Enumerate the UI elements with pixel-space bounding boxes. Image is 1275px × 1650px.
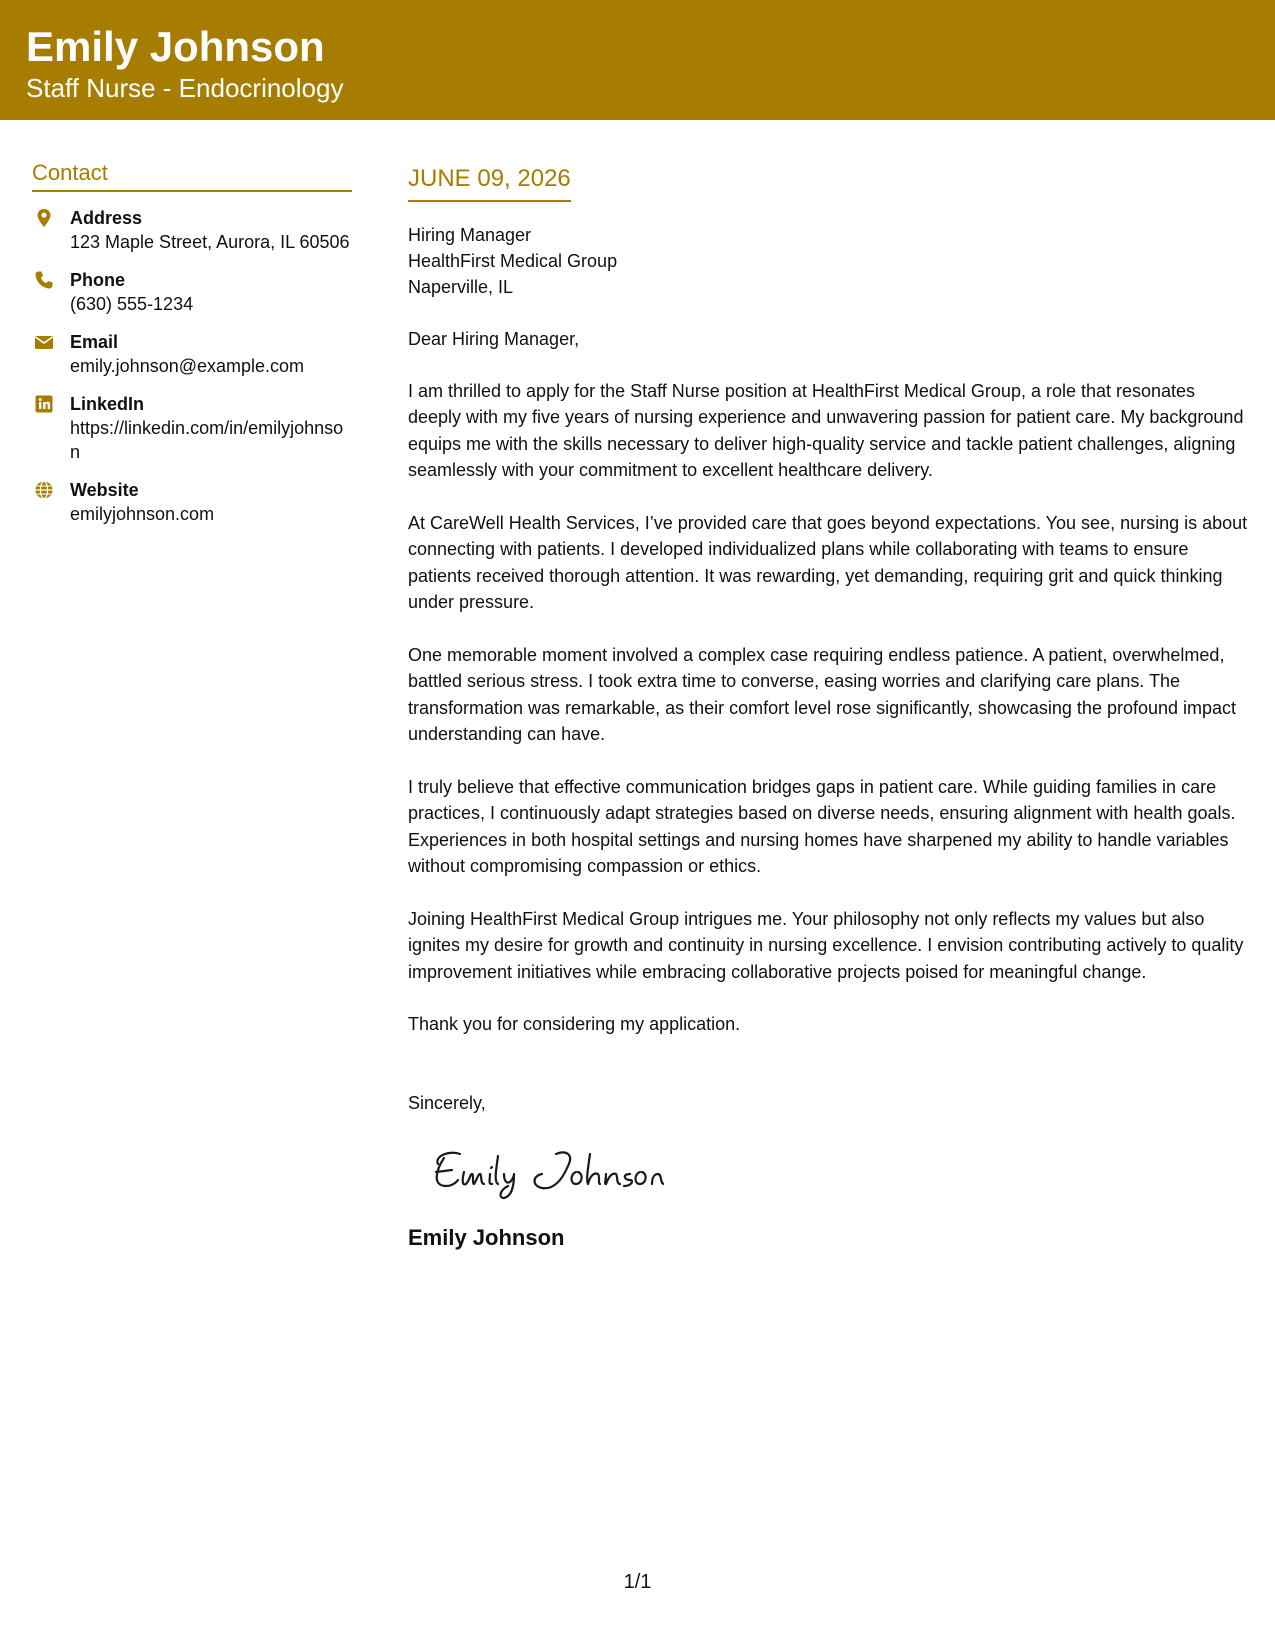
globe-icon [34, 480, 54, 500]
phone-icon [34, 270, 54, 290]
header-banner [0, 0, 1275, 120]
closing: Sincerely, [408, 1092, 486, 1113]
applicant-name: Emily Johnson [26, 23, 325, 70]
map-pin-icon [34, 208, 54, 228]
phone-value: (630) 555-1234 [70, 294, 194, 315]
contact-label: Website [70, 480, 139, 501]
email-value[interactable]: emily.johnson@example.com [70, 356, 305, 377]
letter-paragraph: One memorable moment involved a complex case requiring endless patience. A patient, overwhelmed, battled serious stress. I took extra time to converse, easing worries and clarifying care plans. The transformation was remarkable, as their comfort level rose significantly, showcasing the profound impact understanding can have. [408, 644, 1237, 745]
contact-sidebar [32, 160, 352, 526]
letter-paragraph: I truly believe that effective communication bridges gaps in patient care. While guiding families in care practices, I continuously adapt strategies based on diverse needs, ensuring alignment with health goals. Experiences in both hospital settings and nursing homes have sharpened my ability to handle variables without compromising compassion or ethics. [408, 776, 1236, 877]
envelope-icon [34, 332, 54, 352]
contact-label: LinkedIn [70, 394, 145, 415]
contact-label: Phone [70, 270, 126, 291]
contact-label: Address [70, 208, 143, 229]
contact-address [32, 206, 352, 254]
recipient-line: Hiring Manager [408, 224, 532, 245]
applicant-title: Staff Nurse - Endocrinology [26, 73, 344, 103]
contact-phone [32, 268, 352, 316]
signature-image [424, 1142, 664, 1202]
linkedin-icon [34, 394, 54, 414]
contact-heading: Contact [32, 160, 352, 192]
signer-name: Emily Johnson [408, 1224, 565, 1250]
letter-body [408, 165, 1253, 1251]
letter-paragraph: Thank you for considering my application. [408, 1014, 741, 1035]
contact-linkedin [32, 392, 352, 464]
letter-date: JUNE 09, 2026 [408, 165, 571, 202]
letter-paragraph: I am thrilled to apply for the Staff Nurse position at HealthFirst Medical Group, a role that resonates deeply with my five years of nursing experience and unwavering passion for patient care. My background equips me with the skills necessary to deliver high-quality service and tackle patient challenges, aligning seamlessly with your commitment to excellent healthcare delivery. [408, 380, 1244, 481]
greeting: Dear Hiring Manager, [408, 328, 580, 349]
website-value[interactable]: emilyjohnson.com [70, 504, 215, 525]
contact-website [32, 478, 352, 526]
address-value: 123 Maple Street, Aurora, IL 60506 [70, 232, 350, 253]
letter-paragraph: At CareWell Health Services, I’ve provided care that goes beyond expectations. You see, nursing is about connecting with patients. I developed individualized plans while collaborating with teams to ensure patients received thorough attention. It was rewarding, yet demanding, requiring grit and quick thinking under pressure. [408, 512, 1248, 613]
contact-email [32, 330, 352, 378]
recipient-line: HealthFirst Medical Group [408, 250, 618, 271]
letter-paragraph: Joining HealthFirst Medical Group intrigues me. Your philosophy not only reflects my values but also ignites my desire for growth and continuity in nursing excellence. I envision contributing actively to quality improvement initiatives while embracing collaborative projects poised for meaningful change. [408, 908, 1244, 982]
linkedin-value[interactable]: https://linkedin.com/in/emilyjohnson [70, 418, 344, 463]
contact-label: Email [70, 332, 119, 353]
recipient-line: Naperville, IL [408, 276, 514, 297]
recipient-block [408, 222, 1253, 300]
page-number: 1/1 [623, 1571, 652, 1593]
